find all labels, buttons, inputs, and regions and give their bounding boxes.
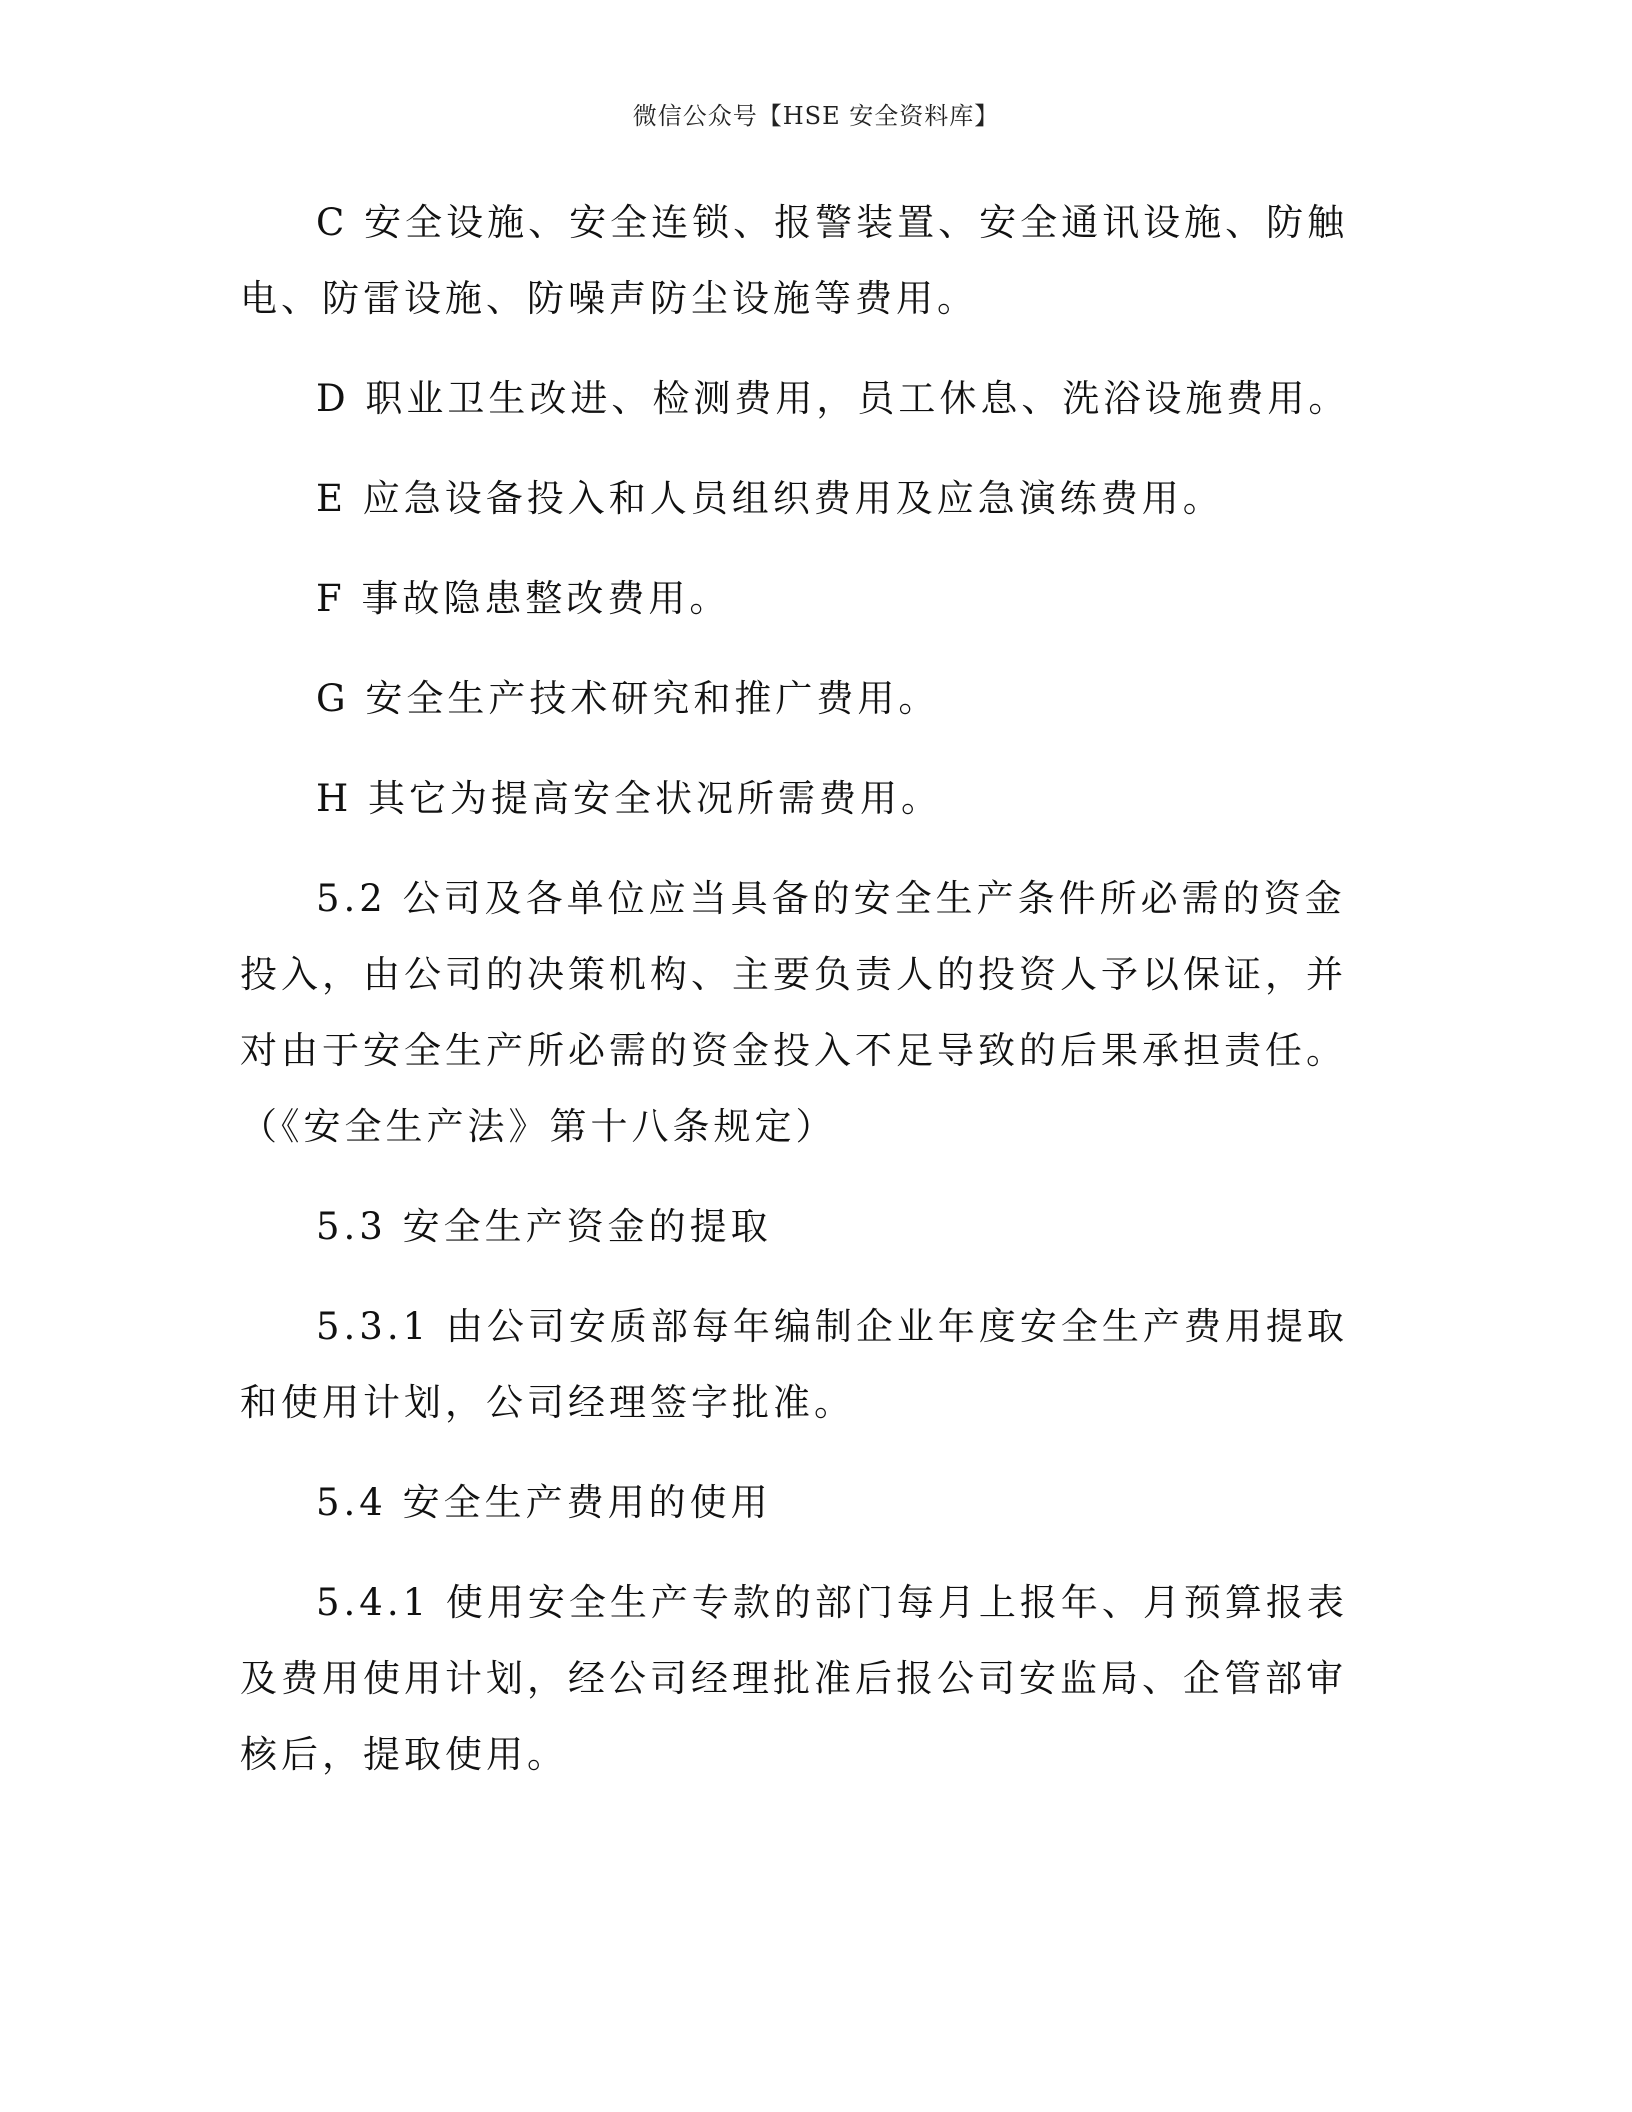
paragraph-e: E 应急设备投入和人员组织费用及应急演练费用。: [316, 477, 1224, 520]
paragraph-f: F 事故隐患整改费用。: [316, 577, 731, 620]
paragraph-d: D 职业卫生改进、检测费用，员工休息、洗浴设施费用。: [316, 377, 1350, 420]
section-heading-5-4: 5.4 安全生产费用的使用: [316, 1481, 772, 1524]
section-heading-5-3: 5.3 安全生产资金的提取: [316, 1205, 772, 1248]
paragraph-5-3-1: 5.3.1 由公司安质部每年编制企业年度安全生产费用提取和使用计划，公司经理签字批准。: [240, 1305, 1348, 1424]
page-header: 微信公众号【HSE 安全资料库】: [632, 102, 1000, 130]
paragraph-5-2: 5.2 公司及各单位应当具备的安全生产条件所必需的资金投入，由公司的决策机构、主要负责人的投资人予以保证，并对由于安全生产所必需的资金投入不足导致的后果承担责任。（《安全生产法》第十八条规定）: [240, 877, 1347, 1148]
paragraph-5-4-1: 5.4.1 使用安全生产专款的部门每月上报年、月预算报表及费用使用计划，经公司经理批准后报公司安监局、企管部审核后，提取使用。: [240, 1581, 1348, 1776]
paragraph-g: G 安全生产技术研究和推广费用。: [316, 677, 940, 720]
paragraph-h: H 其它为提高安全状况所需费用。: [316, 777, 943, 820]
paragraph-c: C 安全设施、安全连锁、报警装置、安全通讯设施、防触电、防雷设施、防噪声防尘设施等费用。: [240, 201, 1349, 320]
document-body: [240, 185, 1384, 1817]
